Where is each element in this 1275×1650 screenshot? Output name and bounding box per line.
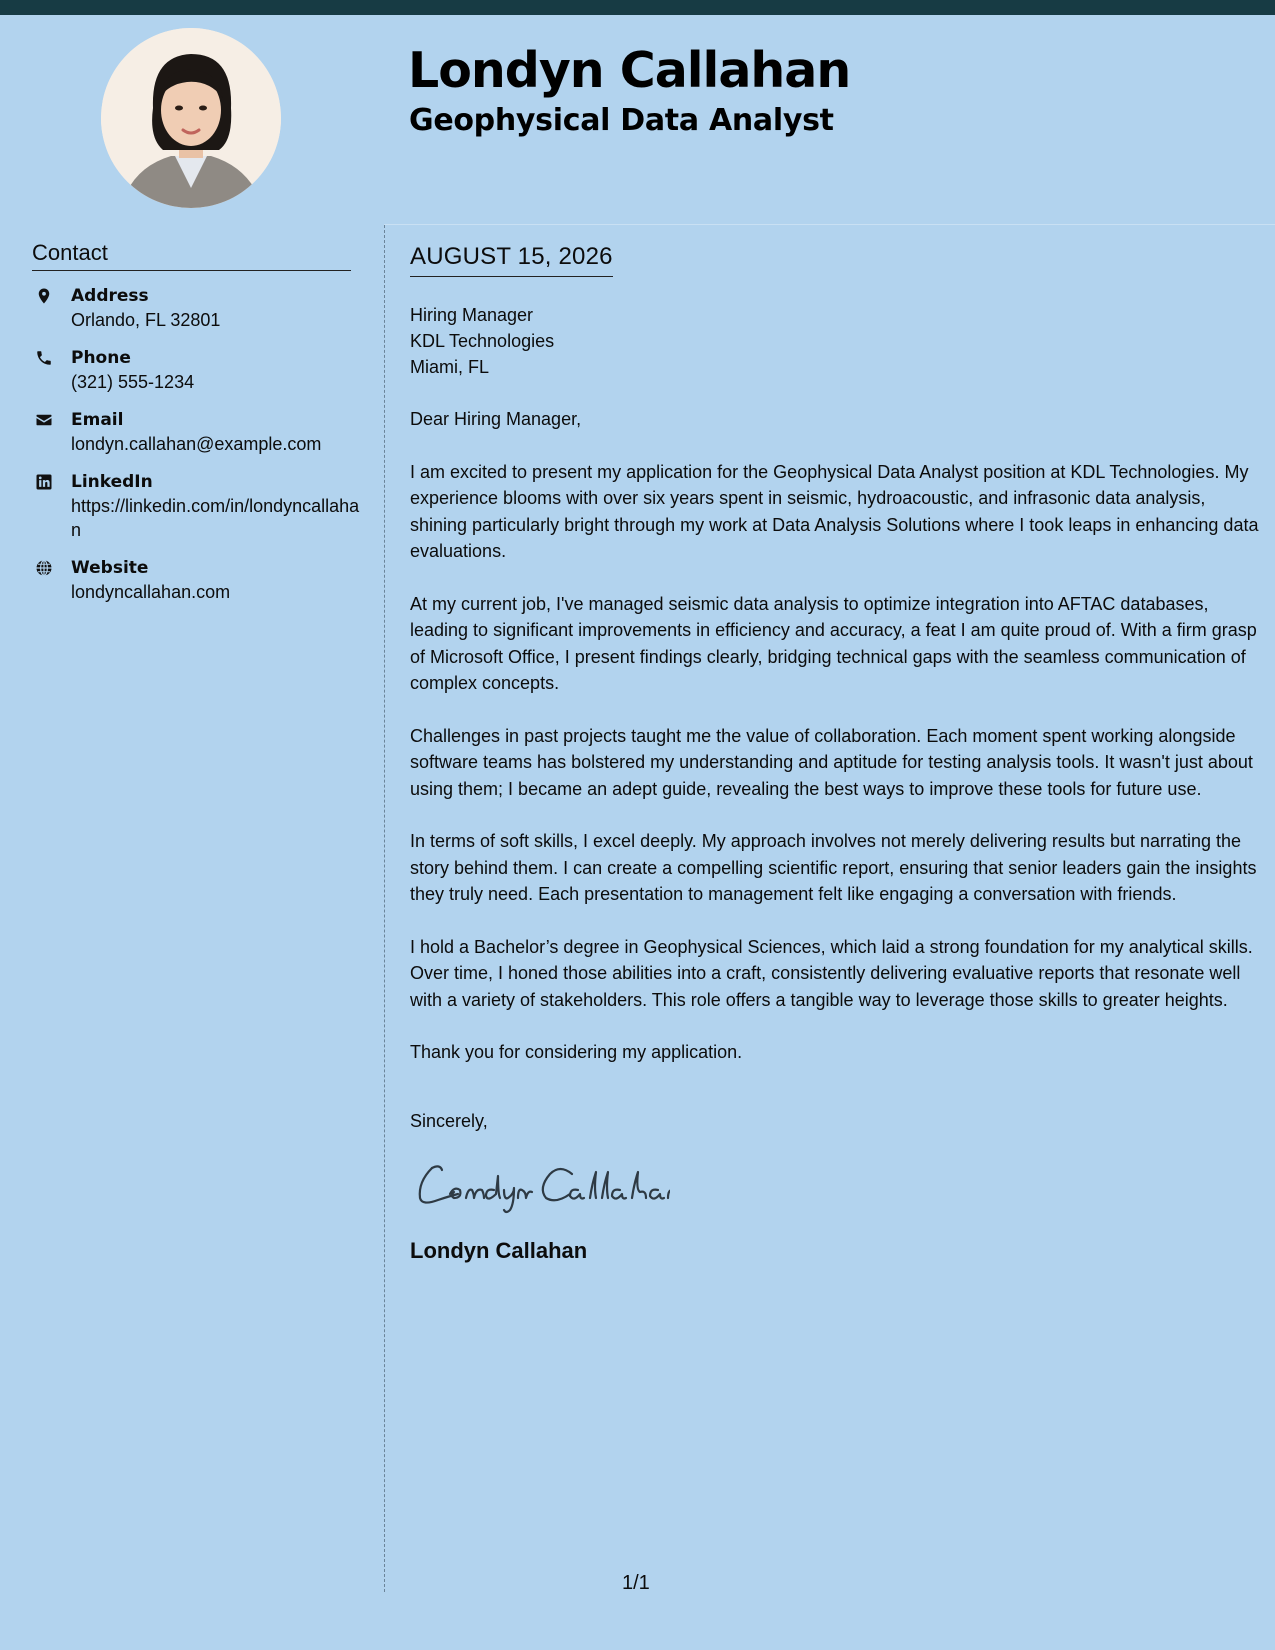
contact-item-linkedin <box>32 470 362 542</box>
letter-paragraph: I am excited to present my application for the Geophysical Data Analyst position at KDL Technologies. My experience blooms with over six years spent in seismic, hydroacoustic, and infrasonic data analysis, shining particularly bright through my work at Data Analysis Solutions where I took leaps in enhancing data evaluations. <box>410 461 1259 561</box>
letter-paragraph: I hold a Bachelor’s degree in Geophysical Sciences, which laid a strong foundation for my analytical skills. Over time, I honed those abilities into a craft, consistently delivering evaluative reports that resonate well with a variety of stakeholders. This role offers a tangible way to leverage those skills to greater heights. <box>410 936 1253 1010</box>
signature <box>410 1154 1260 1216</box>
contact-label: LinkedIn <box>71 472 153 492</box>
contact-value: Orlando, FL 32801 <box>71 310 221 330</box>
contact-item-address <box>32 284 362 332</box>
contact-label: Website <box>71 558 149 578</box>
applicant-name: Londyn Callahan <box>408 42 851 99</box>
phone-icon <box>35 349 53 367</box>
linkedin-icon <box>35 473 53 491</box>
contact-value: londyn.callahan@example.com <box>71 434 322 454</box>
globe-icon <box>35 559 53 577</box>
letter-date: AUGUST 15, 2026 <box>410 243 613 277</box>
contact-value: londyncallahan.com <box>71 582 231 602</box>
closing: Sincerely, <box>410 1110 488 1131</box>
recipient-line: Hiring Manager <box>410 305 534 325</box>
top-accent-bar <box>0 0 1275 15</box>
recipient-block <box>410 302 1260 380</box>
contact-heading: Contact <box>32 240 351 271</box>
salutation: Dear Hiring Manager, <box>410 409 582 429</box>
letter-paragraph: In terms of soft skills, I excel deeply. My approach involves not merely delivering results but narrating the story behind them. I can create a compelling scientific report, ensuring that senior leaders gain the insights they truly need. Each presentation to management felt like engaging a conversation with friends. <box>410 831 1257 904</box>
contact-item-website <box>32 556 362 604</box>
contact-label: Email <box>71 410 124 430</box>
letter-paragraph: At my current job, I've managed seismic data analysis to optimize integration into AFTAC databases, leading to significant improvements in efficiency and accuracy, a feat I am quite proud of. With a firm grasp of Microsoft Office, I present findings clearly, bridging technical gaps with the seamless communication of complex concepts. <box>410 593 1257 693</box>
profile-photo-image <box>101 28 281 208</box>
signature-image <box>410 1154 670 1216</box>
letter-paragraph: Challenges in past projects taught me the value of collaboration. Each moment spent working alongside software teams has bolstered my understanding and aptitude for testing analysis tools. It wasn't just about using them; I became an adept guide, revealing the best ways to improve these tools for future use. <box>410 725 1253 799</box>
recipient-line: KDL Technologies <box>410 331 555 351</box>
map-pin-icon <box>35 287 53 305</box>
envelope-icon <box>35 411 53 429</box>
contact-label: Address <box>71 286 149 306</box>
profile-photo <box>101 28 281 208</box>
contact-item-phone <box>32 346 362 394</box>
contact-value: https://linkedin.com/in/londyncallahan <box>71 496 360 540</box>
contact-list <box>32 284 362 618</box>
job-title: Geophysical Data Analyst <box>409 103 834 138</box>
signer-name: Londyn Callahan <box>410 1238 588 1263</box>
recipient-line: Miami, FL <box>410 357 490 377</box>
letter-paragraph: Thank you for considering my application. <box>410 1042 743 1062</box>
contact-item-email <box>32 408 362 456</box>
column-divider <box>384 225 385 1592</box>
contact-label: Phone <box>71 348 131 368</box>
header-divider <box>384 224 1275 225</box>
letter-body <box>410 302 1260 1265</box>
page-number: 1/1 <box>622 1572 650 1594</box>
contact-value: (321) 555-1234 <box>71 372 195 392</box>
